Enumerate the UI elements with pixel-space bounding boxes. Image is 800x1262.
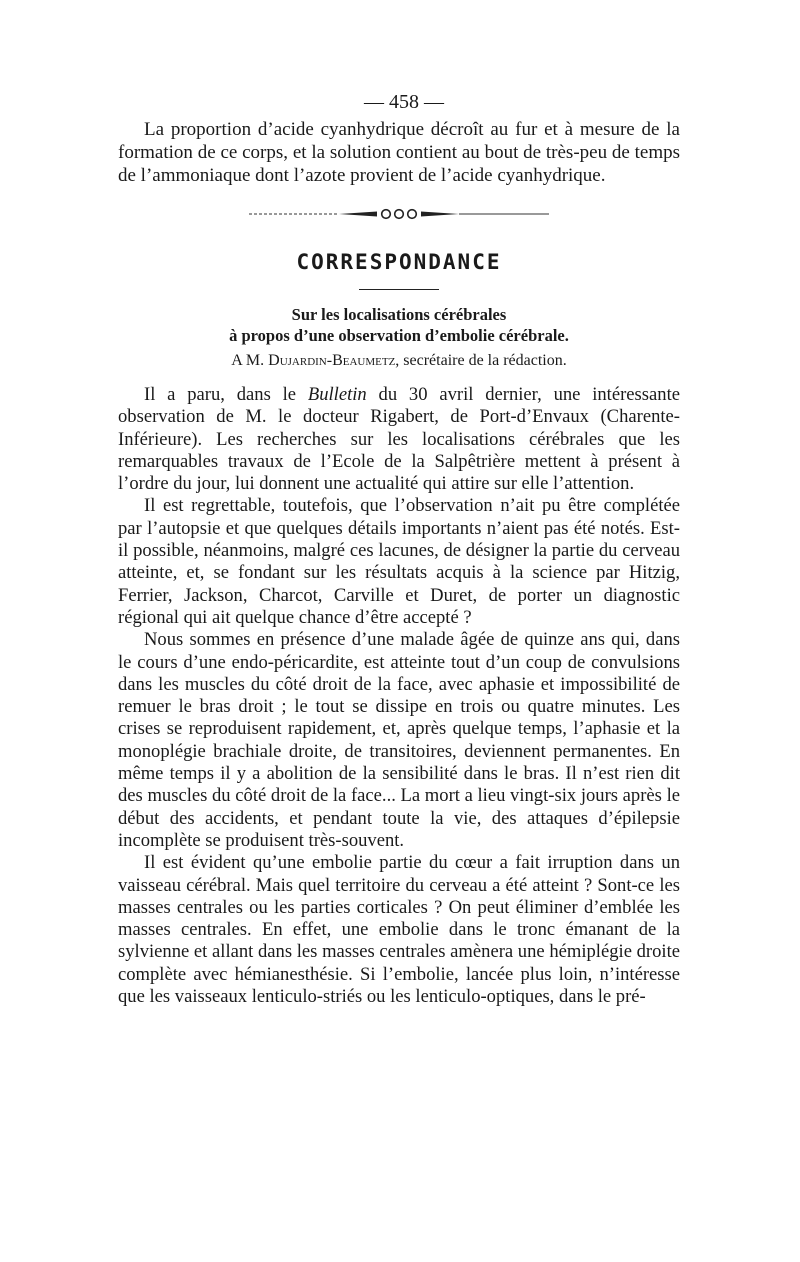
- divider-ornament-icon: [249, 207, 549, 221]
- addressee-line: [118, 350, 680, 372]
- bulletin-title: Bulletin: [307, 384, 367, 405]
- article-subtitle-line-2: à propos d’une observation d’embolie cérébrale.: [229, 326, 569, 345]
- section-title: CORRESPONDANCE: [296, 250, 502, 274]
- opening-paragraph: La proportion d’acide cyanhydrique décroît au fur et à mesure de la formation de ce corps, et la solution contient au bout de très-peu de temps de l’ammoniaque dont l’azote provient de l’acide cyanhydrique.: [118, 119, 680, 186]
- addressee-suffix: , secrétaire de la rédaction.: [395, 352, 567, 369]
- paragraph-1-start: Il a paru, dans le: [144, 384, 308, 405]
- book-page: [118, 88, 680, 1008]
- paragraph-1: [118, 384, 680, 495]
- addressee-name: Dujardin-Beaumetz: [268, 352, 396, 369]
- addressee-prefix: A M.: [231, 352, 265, 369]
- paragraph-4: Il est évident qu’une embolie partie du cœur a fait irruption dans un vaisseau cérébral. Mais quel territoire du cerveau a été atteint ? Sont-ce les masses centrales ou les parties corticales ? On peut éliminer d’emblée les masses centrales. En effet, une embolie dans le tronc émanant de la sylvienne et allant dans les masses centrales amènera une hémiplégie droite complète avec hémianesthésie. Si l’embolie, lancée plus loin, n’intéresse que les vaisseaux lenticulo-striés ou les lenticulo-optiques, dans le pré-: [118, 852, 680, 1008]
- letter-body: [118, 384, 680, 1008]
- ornamental-divider: [249, 207, 549, 221]
- paragraph-2: Il est regrettable, toutefois, que l’observation n’ait pu être complétée par l’autopsie et que quelques détails importants n’aient pas été notés. Est-il possible, néanmoins, malgré ces lacunes, de désigner la partie du cerveau atteinte, et, se fondant sur les résultats acquis à la science par Hitzig, Ferrier, Jackson, Charcot, Carville et Duret, de porter un diagnostic régional qui ait quelque chance d’être accepté ?: [118, 495, 680, 628]
- paragraph-1-rest: du 30 avril dernier, une intéressante observation de M. le docteur Rigabert, de Port-d’Envaux (Charente-Inférieure). Les recherches sur les localisations cérébrales que les remarquables travaux de l’Ecole de la Salpêtrière mettent à présent à l’ordre du jour, lui donnent une actualité qui attire sur elle l’attention.: [118, 384, 680, 495]
- paragraph-3: Nous sommes en présence d’une malade âgée de quinze ans qui, dans le cours d’une endo-péricardite, est atteinte tout d’un coup de convulsions dans les muscles du côté droit de la face, avec aphasie et impossibilité de remuer le bras droit ; le tout se dissipe en trois ou quatre minutes. Les crises se reproduisent rapidement, et, après quelque temps, l’aphasie et la monoplégie brachiale droite, de transitoires, deviennent permanentes. En même temps il y a abolition de la sensibilité dans le bras. Il n’est rien dit des muscles du côté droit de la face... La mort a lieu vingt-six jours après le début des accidents, et pendant toute la vie, des attaques d’épilepsie incomplète se produisent très-souvent.: [118, 629, 680, 851]
- title-rule: [359, 289, 439, 290]
- page-number: — 458 —: [364, 91, 444, 113]
- article-subtitle-line-1: Sur les localisations cérébrales: [291, 305, 507, 324]
